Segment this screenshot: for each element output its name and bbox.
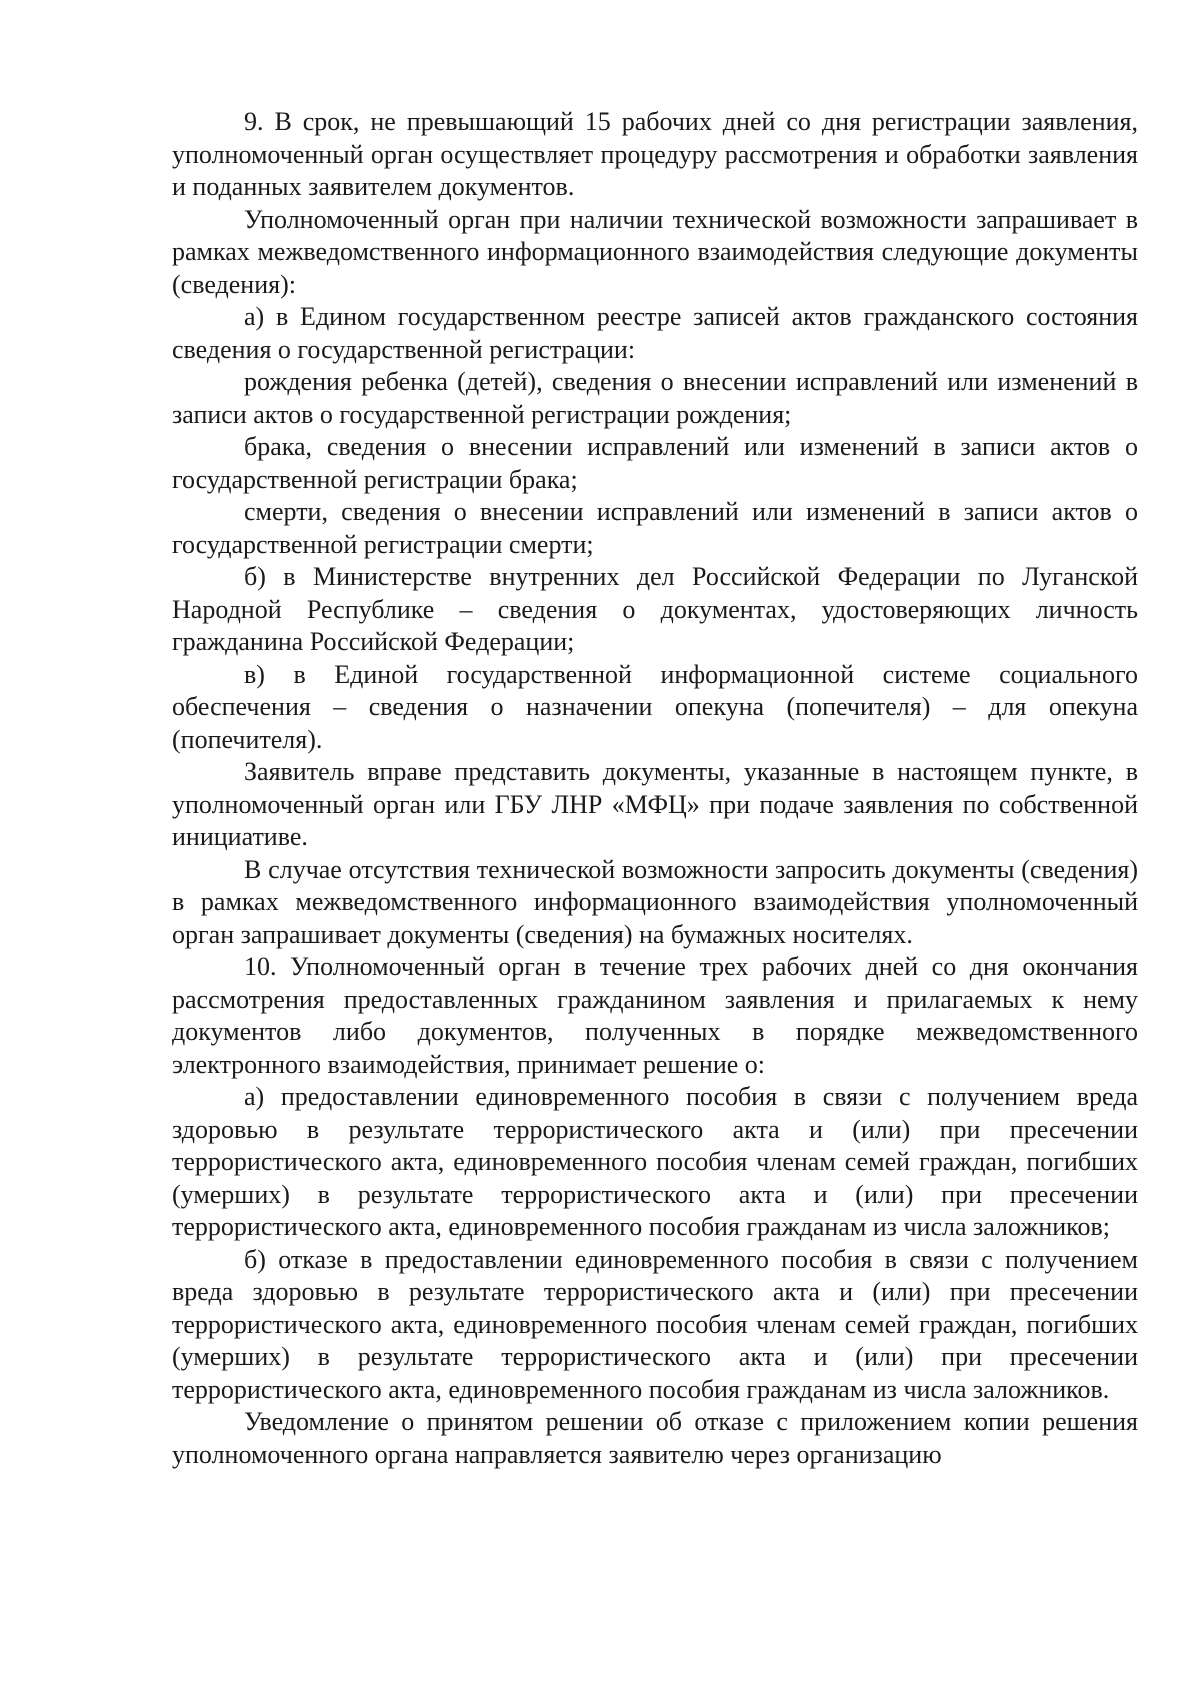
paragraph-paper-request: В случае отсутствия технической возможности запросить документы (сведения) в рамках межведомственного информационного взаимодействия уполномоченный орган запрашивает документы (сведения) на бумажных носителях.: [172, 854, 1138, 949]
paragraph-applicant-right: Заявитель вправе представить документы, указанные в настоящем пункте, в уполномоченный орган или ГБУ ЛНР «МФЦ» при подаче заявления по собственной инициативе.: [172, 757, 1138, 851]
paragraph-birth: рождения ребенка (детей), сведения о внесении исправлений или изменений в записи актов о государственной регистрации рождения;: [172, 367, 1138, 429]
paragraph-item-v-social-system: в) в Единой государственной информационной системе социального обеспечения – сведения о назначении опекуна (попечителя) – для опекуна (попечителя).: [172, 659, 1138, 754]
paragraph-10-decision: 10. Уполномоченный орган в течение трех рабочих дней со дня окончания рассмотрения предоставленных гражданином заявления и прилагаемых к нему документов либо документов, полученных в порядке межведомственного электронного взаимодействия, принимает решение о:: [172, 952, 1138, 1079]
paragraph-9-deadline: 9. В срок, не превышающий 15 рабочих дней со дня регистрации заявления, уполномоченный орган осуществляет процедуру рассмотрения и обработки заявления и поданных заявителем документов.: [172, 107, 1138, 201]
paragraph-death: смерти, сведения о внесении исправлений или изменений в записи актов о государственной регистрации смерти;: [172, 497, 1138, 559]
paragraph-item-a-civil-registry: а) в Едином государственном реестре записей актов гражданского состояния сведения о государственной регистрации:: [172, 302, 1138, 364]
document-page: [172, 106, 1138, 1471]
paragraph-refusal-notice: Уведомление о принятом решении об отказе с приложением копии решения уполномоченного органа направляется заявителю через организацию: [172, 1407, 1138, 1469]
paragraph-marriage: брака, сведения о внесении исправлений или изменений в записи актов о государственной регистрации брака;: [172, 432, 1138, 494]
paragraph-decision-refusal: б) отказе в предоставлении единовременного пособия в связи с получением вреда здоровью в результате террористического акта и (или) при пресечении террористического акта, единовременного пособия членам семей граждан, погибших (умерших) в результате террористического акта и (или) при пресечении террористического акта, единовременного пособия гражданам из числа заложников.: [172, 1244, 1138, 1404]
paragraph-item-b-mvd: б) в Министерстве внутренних дел Российской Федерации по Луганской Народной Республике – сведения о документах, удостоверяющих личность гражданина Российской Федерации;: [172, 562, 1138, 656]
paragraph-decision-grant: а) предоставлении единовременного пособия в связи с получением вреда здоровью в результате террористического акта и (или) при пресечении террористического акта, единовременного пособия членам семей граждан, погибших (умерших) в результате террористического акта и (или) при пресечении террористического акта, единовременного пособия гражданам из числа заложников;: [172, 1082, 1138, 1241]
paragraph-interagency-request: Уполномоченный орган при наличии технической возможности запрашивает в рамках межведомственного информационного взаимодействия следующие документы (сведения):: [172, 204, 1138, 299]
